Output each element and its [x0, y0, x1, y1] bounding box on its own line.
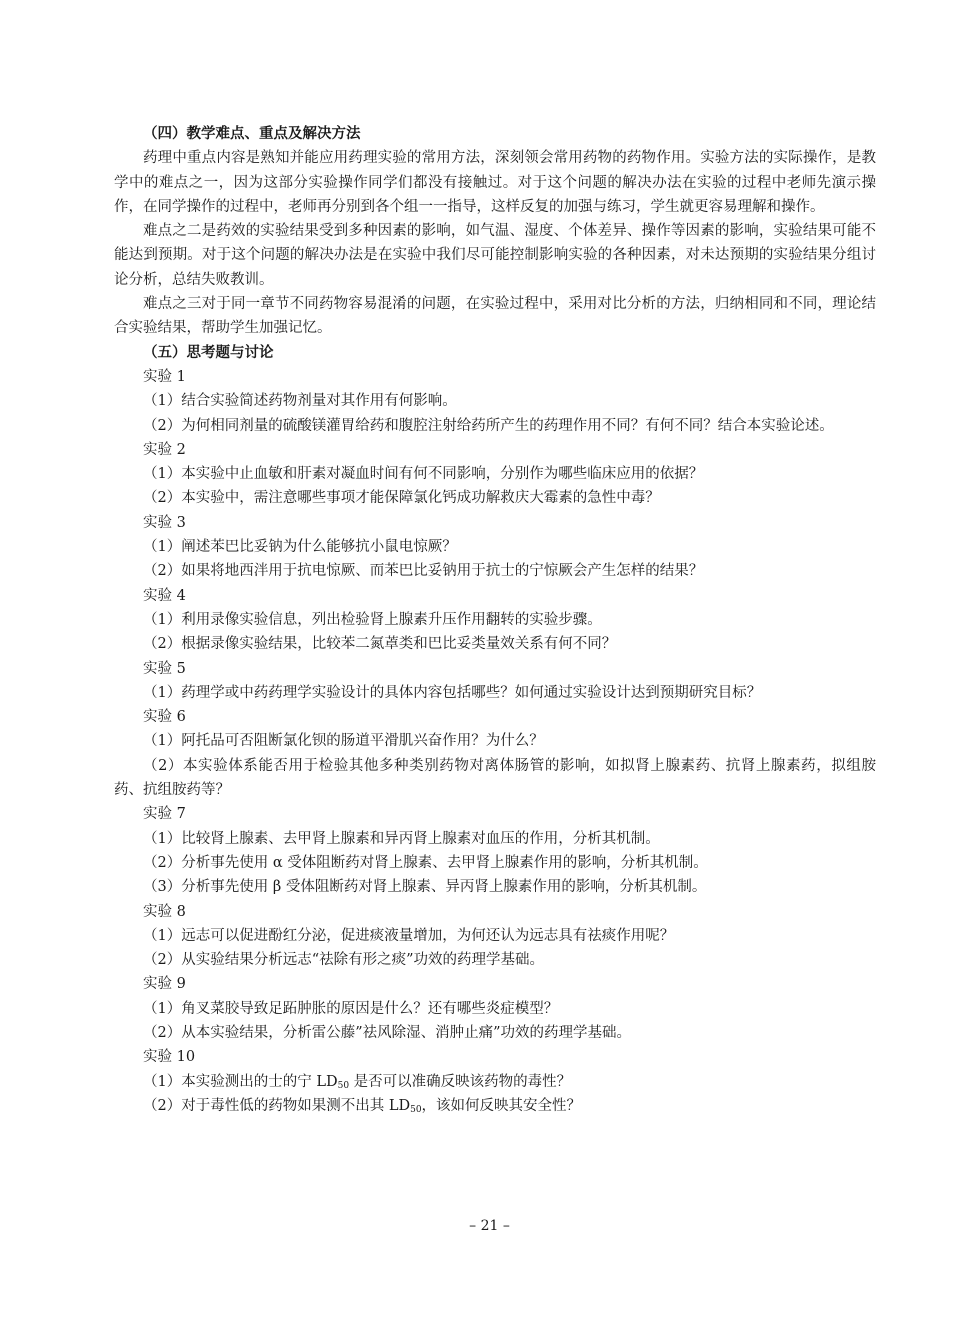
experiment-title: 实验 6: [143, 709, 186, 726]
page-content: [114, 122, 876, 1118]
experiment-title: 实验 1: [143, 368, 186, 385]
question-text: ，该如何反映其安全性？: [421, 1097, 582, 1114]
question-item: （1）阿托品可否阻断氯化钡的肠道平滑肌兴奋作用？为什么？: [143, 733, 544, 750]
question-item: （1）利用录像实验信息，列出检验肾上腺素升压作用翻转的实验步骤。: [143, 611, 602, 628]
question-item: [114, 1070, 876, 1094]
question-text: 是否可以准确反映该药物的毒性？: [349, 1073, 572, 1090]
experiment-title: 实验 8: [143, 903, 186, 920]
question-item: （3）分析事先使用 β 受体阻断药对肾上腺素、异丙肾上腺素作用的影响，分析其机制。: [143, 879, 707, 896]
question-item: （2）为何相同剂量的硫酸镁灌胃给药和腹腔注射给药所产生的药理作用不同？有何不同？结合本实验论述。: [143, 417, 834, 434]
experiment-title: 实验 10: [143, 1049, 196, 1066]
section-heading-discussion: （五）思考题与讨论: [143, 343, 274, 361]
question-item: [114, 1094, 876, 1118]
question-item: （2）本实验体系能否用于检验其他多种类别药物对离体肠管的影响，如拟肾上腺素药、抗肾上腺素药，拟组胺药、抗组胺药等？: [114, 757, 876, 799]
question-item: （2）分析事先使用 α 受体阻断药对肾上腺素、去甲肾上腺素作用的影响，分析其机制。: [143, 854, 708, 871]
ld50-subscript: 50: [410, 1104, 422, 1115]
experiment-title: 实验 7: [143, 806, 186, 823]
question-item: （1）阐述苯巴比妥钠为什么能够抗小鼠电惊厥？: [143, 539, 457, 556]
question-item: （1）比较肾上腺素、去甲肾上腺素和异丙肾上腺素对血压的作用，分析其机制。: [143, 830, 660, 847]
question-item: （2）如果将地西泮用于抗电惊厥、而苯巴比妥钠用于抗士的宁惊厥会产生怎样的结果？: [143, 563, 704, 580]
question-item: （2）本实验中，需注意哪些事项才能保障氯化钙成功解救庆大霉素的急性中毒？: [143, 490, 660, 507]
question-item: （1）结合实验简述药物剂量对其作用有何影响。: [143, 393, 457, 410]
question-item: （2）根据录像实验结果，比较苯二氮䓬类和巴比妥类量效关系有何不同？: [143, 636, 617, 653]
section-heading-teaching-difficulties: （四）教学难点、重点及解决方法: [143, 125, 361, 142]
experiment-title: 实验 3: [143, 514, 186, 531]
page-number: – 21 –: [469, 1218, 510, 1234]
question-text: （2）对于毒性低的药物如果测不出其 LD: [143, 1097, 411, 1114]
question-item: （1）本实验中止血敏和肝素对凝血时间有何不同影响，分别作为哪些临床应用的依据？: [143, 466, 704, 483]
paragraph-difficulty-2: 难点之二是药效的实验结果受到多种因素的影响，如气温、湿度、个体差异、操作等因素的影响，实验结果可能不能达到预期。对于这个问题的解决办法是在实验中我们尽可能控制影响实验的各种因素，对未达预期的实验结果分组讨论分析，总结失败教训。: [114, 223, 876, 288]
ld50-subscript: 50: [337, 1080, 350, 1091]
question-item: （1）角叉菜胶导致足跖肿胀的原因是什么？还有哪些炎症模型？: [143, 1000, 559, 1017]
question-item: （1）远志可以促进酚红分泌，促进痰液量增加，为何还认为远志具有祛痰作用呢？: [143, 927, 675, 944]
experiment-title: 实验 2: [143, 441, 186, 458]
experiment-title: 实验 9: [143, 976, 186, 993]
question-item: （2）从本实验结果，分析雷公藤”祛风除湿、消肿止痛”功效的药理学基础。: [143, 1024, 632, 1041]
paragraph-difficulty-1: 药理中重点内容是熟知并能应用药理实验的常用方法，深刻领会常用药物的药物作用。实验方法的实际操作，是教学中的难点之一，因为这部分实验操作同学们都没有接触过。对于这个问题的解决办法在实验的过程中老师先演示操作，在同学操作的过程中，老师再分别到各个组一一指导，这样反复的加强与练习，学生就更容易理解和操作。: [114, 150, 876, 215]
question-item: （1）药理学或中药药理学实验设计的具体内容包括哪些？如何通过实验设计达到预期研究目标？: [143, 684, 762, 701]
paragraph-difficulty-3: 难点之三对于同一章节不同药物容易混淆的问题，在实验过程中，采用对比分析的方法，归纳相同和不同，理论结合实验结果，帮助学生加强记忆。: [114, 296, 876, 337]
question-item: （2）从实验结果分析远志“祛除有形之痰”功效的药理学基础。: [143, 952, 545, 969]
experiment-title: 实验 4: [143, 587, 186, 604]
experiment-title: 实验 5: [143, 660, 186, 677]
question-text: （1）本实验测出的士的宁 LD: [143, 1073, 338, 1090]
